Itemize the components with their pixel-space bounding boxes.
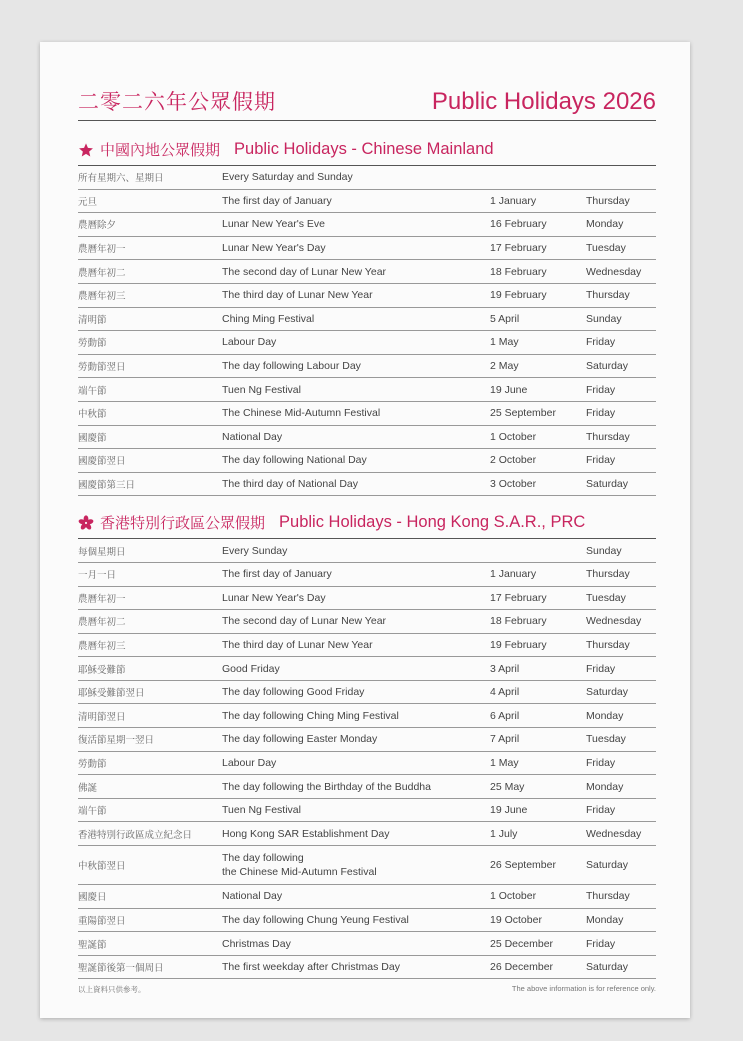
hongkong-section-title xyxy=(78,512,656,539)
table-row xyxy=(78,449,656,473)
holiday-name-chinese: 勞動節 xyxy=(78,758,107,770)
hongkong-table xyxy=(78,539,656,979)
table-row xyxy=(78,284,656,308)
holiday-weekday: Tuesday xyxy=(586,591,626,604)
table-row xyxy=(78,704,656,728)
holiday-weekday: Friday xyxy=(586,383,616,396)
holiday-name-english: National Day xyxy=(222,430,283,443)
table-row xyxy=(78,378,656,402)
holiday-weekday: Wednesday xyxy=(586,615,642,628)
holiday-weekday: Thursday xyxy=(586,194,630,207)
holiday-name-english: The day following Labour Day xyxy=(222,360,361,373)
holiday-name-chinese: 農曆除夕 xyxy=(78,220,117,232)
holiday-name-english: The third day of Lunar New Year xyxy=(222,638,373,651)
table-row xyxy=(78,402,656,426)
holiday-date: 25 May xyxy=(490,780,525,793)
holiday-name-english: Lunar New Year's Eve xyxy=(222,218,325,231)
holiday-weekday: Monday xyxy=(586,218,624,231)
holiday-name-english: Every Saturday and Sunday xyxy=(222,171,353,184)
holiday-name-english: The first day of January xyxy=(222,194,332,207)
holiday-name-chinese: 中秋節 xyxy=(78,409,107,421)
holiday-weekday: Friday xyxy=(586,454,616,467)
table-row xyxy=(78,728,656,752)
holiday-weekday: Monday xyxy=(586,780,624,793)
holiday-date: 26 September xyxy=(490,859,556,872)
card-content xyxy=(78,86,656,995)
holiday-name-chinese: 國慶節第三日 xyxy=(78,480,136,492)
holiday-weekday: Thursday xyxy=(586,568,630,581)
holiday-name-english: The second day of Lunar New Year xyxy=(222,615,387,628)
holiday-weekday: Friday xyxy=(586,937,616,950)
holiday-weekday: Thursday xyxy=(586,638,630,651)
holiday-name-english: Labour Day xyxy=(222,336,277,349)
holiday-name-english: Christmas Day xyxy=(222,937,291,950)
holiday-weekday: Friday xyxy=(586,336,616,349)
holiday-weekday: Tuesday xyxy=(586,242,626,255)
holiday-name-chinese: 端午節 xyxy=(78,385,107,397)
holiday-name-chinese: 勞動節翌日 xyxy=(78,362,126,374)
holiday-name-chinese: 國慶節 xyxy=(78,432,107,444)
holiday-date: 3 April xyxy=(490,662,520,675)
holiday-name-english: National Day xyxy=(222,890,283,903)
holiday-name-chinese: 聖誕節 xyxy=(78,939,107,951)
table-row xyxy=(78,237,656,261)
holiday-weekday: Saturday xyxy=(586,859,629,872)
holiday-weekday: Wednesday xyxy=(586,827,642,840)
star-icon xyxy=(78,142,94,158)
holiday-weekday: Saturday xyxy=(586,961,629,974)
table-row xyxy=(78,213,656,237)
holiday-name-chinese: 國慶日 xyxy=(78,892,107,904)
holiday-date: 6 April xyxy=(490,709,520,722)
holiday-name-english: The day following Easter Monday xyxy=(222,733,378,746)
holiday-date: 25 December xyxy=(490,937,554,950)
holiday-weekday: Tuesday xyxy=(586,733,626,746)
holiday-name-english: Hong Kong SAR Establishment Day xyxy=(222,827,390,840)
holiday-name-chinese: 國慶節翌日 xyxy=(78,456,126,468)
holiday-name-english: The third day of National Day xyxy=(222,478,358,491)
table-row xyxy=(78,190,656,214)
holiday-name-chinese: 勞動節 xyxy=(78,338,107,350)
holiday-name-chinese: 清明節 xyxy=(78,314,107,326)
footer-note-english: The above information is for reference only. xyxy=(511,984,656,994)
footer xyxy=(78,984,656,995)
holiday-weekday: Sunday xyxy=(586,312,622,325)
table-row xyxy=(78,799,656,823)
holiday-date: 3 October xyxy=(490,478,537,491)
table-row xyxy=(78,587,656,611)
holiday-name-english: The day following National Day xyxy=(222,454,367,467)
holiday-name-english-line1: The day following xyxy=(222,852,304,865)
holiday-name-english: The first weekday after Christmas Day xyxy=(222,961,400,974)
holiday-date: 1 May xyxy=(490,756,519,769)
holiday-name-english: Good Friday xyxy=(222,662,280,675)
holiday-date: 25 September xyxy=(490,407,556,420)
bauhinia-flower-icon xyxy=(78,515,94,531)
holiday-name-english: The first day of January xyxy=(222,568,332,581)
holiday-name-english: The day following Chung Yeung Festival xyxy=(222,913,409,926)
holiday-name-chinese: 耶穌受難節 xyxy=(78,664,126,676)
holiday-date: 17 February xyxy=(490,242,547,255)
mainland-title-chinese: 中國內地公眾假期 xyxy=(100,141,221,159)
holiday-name-english: Tuen Ng Festival xyxy=(222,804,301,817)
holiday-date: 19 February xyxy=(490,638,547,651)
holiday-weekday: Saturday xyxy=(586,686,629,699)
holiday-name-chinese: 佛誕 xyxy=(78,782,98,794)
holiday-date: 19 June xyxy=(490,804,528,817)
holiday-name-chinese: 端午節 xyxy=(78,806,107,818)
holiday-weekday: Monday xyxy=(586,913,624,926)
holiday-weekday: Saturday xyxy=(586,360,629,373)
holiday-weekday: Thursday xyxy=(586,289,630,302)
holiday-weekday: Monday xyxy=(586,709,624,722)
holiday-name-english: The day following Ching Ming Festival xyxy=(222,709,399,722)
footer-note-chinese: 以上資料只供參考。 xyxy=(78,985,146,995)
holiday-name-chinese: 清明節翌日 xyxy=(78,711,126,723)
holiday-weekday: Sunday xyxy=(586,544,622,557)
holiday-name-chinese: 聖誕節後第一個周日 xyxy=(78,963,164,975)
table-row xyxy=(78,657,656,681)
holiday-date: 2 October xyxy=(490,454,537,467)
holiday-name-english: The third day of Lunar New Year xyxy=(222,289,373,302)
holiday-name-chinese: 元旦 xyxy=(78,196,98,208)
holiday-name-chinese: 一月一日 xyxy=(78,570,117,582)
holiday-name-english: The second day of Lunar New Year xyxy=(222,265,387,278)
holiday-name-chinese: 農曆年初二 xyxy=(78,267,126,279)
holiday-name-english: Every Sunday xyxy=(222,544,288,557)
holiday-name-english: The day following the Birthday of the Buddha xyxy=(222,780,431,793)
holiday-name-english: The Chinese Mid-Autumn Festival xyxy=(222,407,381,420)
holiday-weekday: Thursday xyxy=(586,890,630,903)
holiday-date: 18 February xyxy=(490,615,547,628)
holiday-name-chinese: 農曆年初二 xyxy=(78,617,126,629)
holiday-date: 1 May xyxy=(490,336,519,349)
holiday-name-english: The day following Good Friday xyxy=(222,686,365,699)
holiday-name-chinese: 農曆年初三 xyxy=(78,640,126,652)
table-row xyxy=(78,752,656,776)
holiday-date: 1 July xyxy=(490,827,518,840)
holiday-date: 26 December xyxy=(490,961,554,974)
table-row xyxy=(78,610,656,634)
holiday-date: 16 February xyxy=(490,218,547,231)
holiday-name-english: Tuen Ng Festival xyxy=(222,383,301,396)
table-row xyxy=(78,909,656,933)
holiday-name-chinese: 香港特別行政區成立紀念日 xyxy=(78,829,193,841)
holiday-date: 1 October xyxy=(490,430,537,443)
holiday-name-chinese: 農曆年初一 xyxy=(78,593,126,605)
table-row xyxy=(78,166,656,190)
holiday-weekday: Friday xyxy=(586,662,616,675)
holiday-date: 1 January xyxy=(490,568,537,581)
holiday-date: 19 February xyxy=(490,289,547,302)
holiday-name-chinese: 復活節星期一翌日 xyxy=(78,735,155,747)
holiday-weekday: Wednesday xyxy=(586,265,642,278)
holiday-name-english: Lunar New Year's Day xyxy=(222,242,326,255)
holiday-weekday: Friday xyxy=(586,407,616,420)
table-row xyxy=(78,822,656,846)
holiday-name-chinese: 耶穌受難節翌日 xyxy=(78,688,145,700)
holiday-name-english: Labour Day xyxy=(222,756,277,769)
table-row xyxy=(78,932,656,956)
holiday-card xyxy=(40,42,690,1018)
holiday-date: 2 May xyxy=(490,360,519,373)
holiday-date: 4 April xyxy=(490,686,520,699)
table-row xyxy=(78,634,656,658)
holiday-date: 1 January xyxy=(490,194,537,207)
table-row xyxy=(78,681,656,705)
table-row xyxy=(78,473,656,497)
table-row xyxy=(78,885,656,909)
header xyxy=(78,86,656,121)
hongkong-title-english: Public Holidays - Hong Kong S.A.R., PRC xyxy=(279,513,586,532)
holiday-name-english xyxy=(222,851,490,879)
mainland-section-title xyxy=(78,139,656,166)
holiday-name-english-line2: the Chinese Mid-Autumn Festival xyxy=(222,866,377,879)
holiday-name-chinese: 每個星期日 xyxy=(78,546,126,558)
holiday-name-chinese: 中秋節翌日 xyxy=(78,861,126,873)
table-row xyxy=(78,846,656,885)
holiday-name-chinese: 農曆年初一 xyxy=(78,244,126,256)
hongkong-title-chinese: 香港特別行政區公眾假期 xyxy=(100,514,266,533)
holiday-name-chinese: 農曆年初三 xyxy=(78,291,126,303)
table-row xyxy=(78,563,656,587)
holiday-weekday: Friday xyxy=(586,804,616,817)
table-row xyxy=(78,260,656,284)
holiday-date: 18 February xyxy=(490,265,547,278)
holiday-weekday: Friday xyxy=(586,756,616,769)
holiday-date: 5 April xyxy=(490,312,520,325)
holiday-date: 19 October xyxy=(490,913,542,926)
holiday-date: 1 October xyxy=(490,890,537,903)
holiday-name-chinese: 所有星期六、星期日 xyxy=(78,173,164,185)
table-row xyxy=(78,775,656,799)
holiday-date: 19 June xyxy=(490,383,528,396)
table-row xyxy=(78,426,656,450)
holiday-date: 7 April xyxy=(490,733,520,746)
mainland-table xyxy=(78,166,656,496)
table-row xyxy=(78,331,656,355)
title-chinese: 二零二六年公眾假期 xyxy=(78,90,276,114)
holiday-name-chinese: 重陽節翌日 xyxy=(78,915,126,927)
holiday-name-english: Lunar New Year's Day xyxy=(222,591,326,604)
holiday-date: 17 February xyxy=(490,591,547,604)
table-row xyxy=(78,956,656,980)
mainland-title-english: Public Holidays - Chinese Mainland xyxy=(234,140,494,158)
table-row xyxy=(78,308,656,332)
holiday-weekday: Thursday xyxy=(586,430,630,443)
table-row xyxy=(78,355,656,379)
holiday-weekday: Saturday xyxy=(586,478,629,491)
holiday-name-english: Ching Ming Festival xyxy=(222,312,315,325)
title-english: Public Holidays 2026 xyxy=(431,88,656,115)
table-row xyxy=(78,539,656,563)
